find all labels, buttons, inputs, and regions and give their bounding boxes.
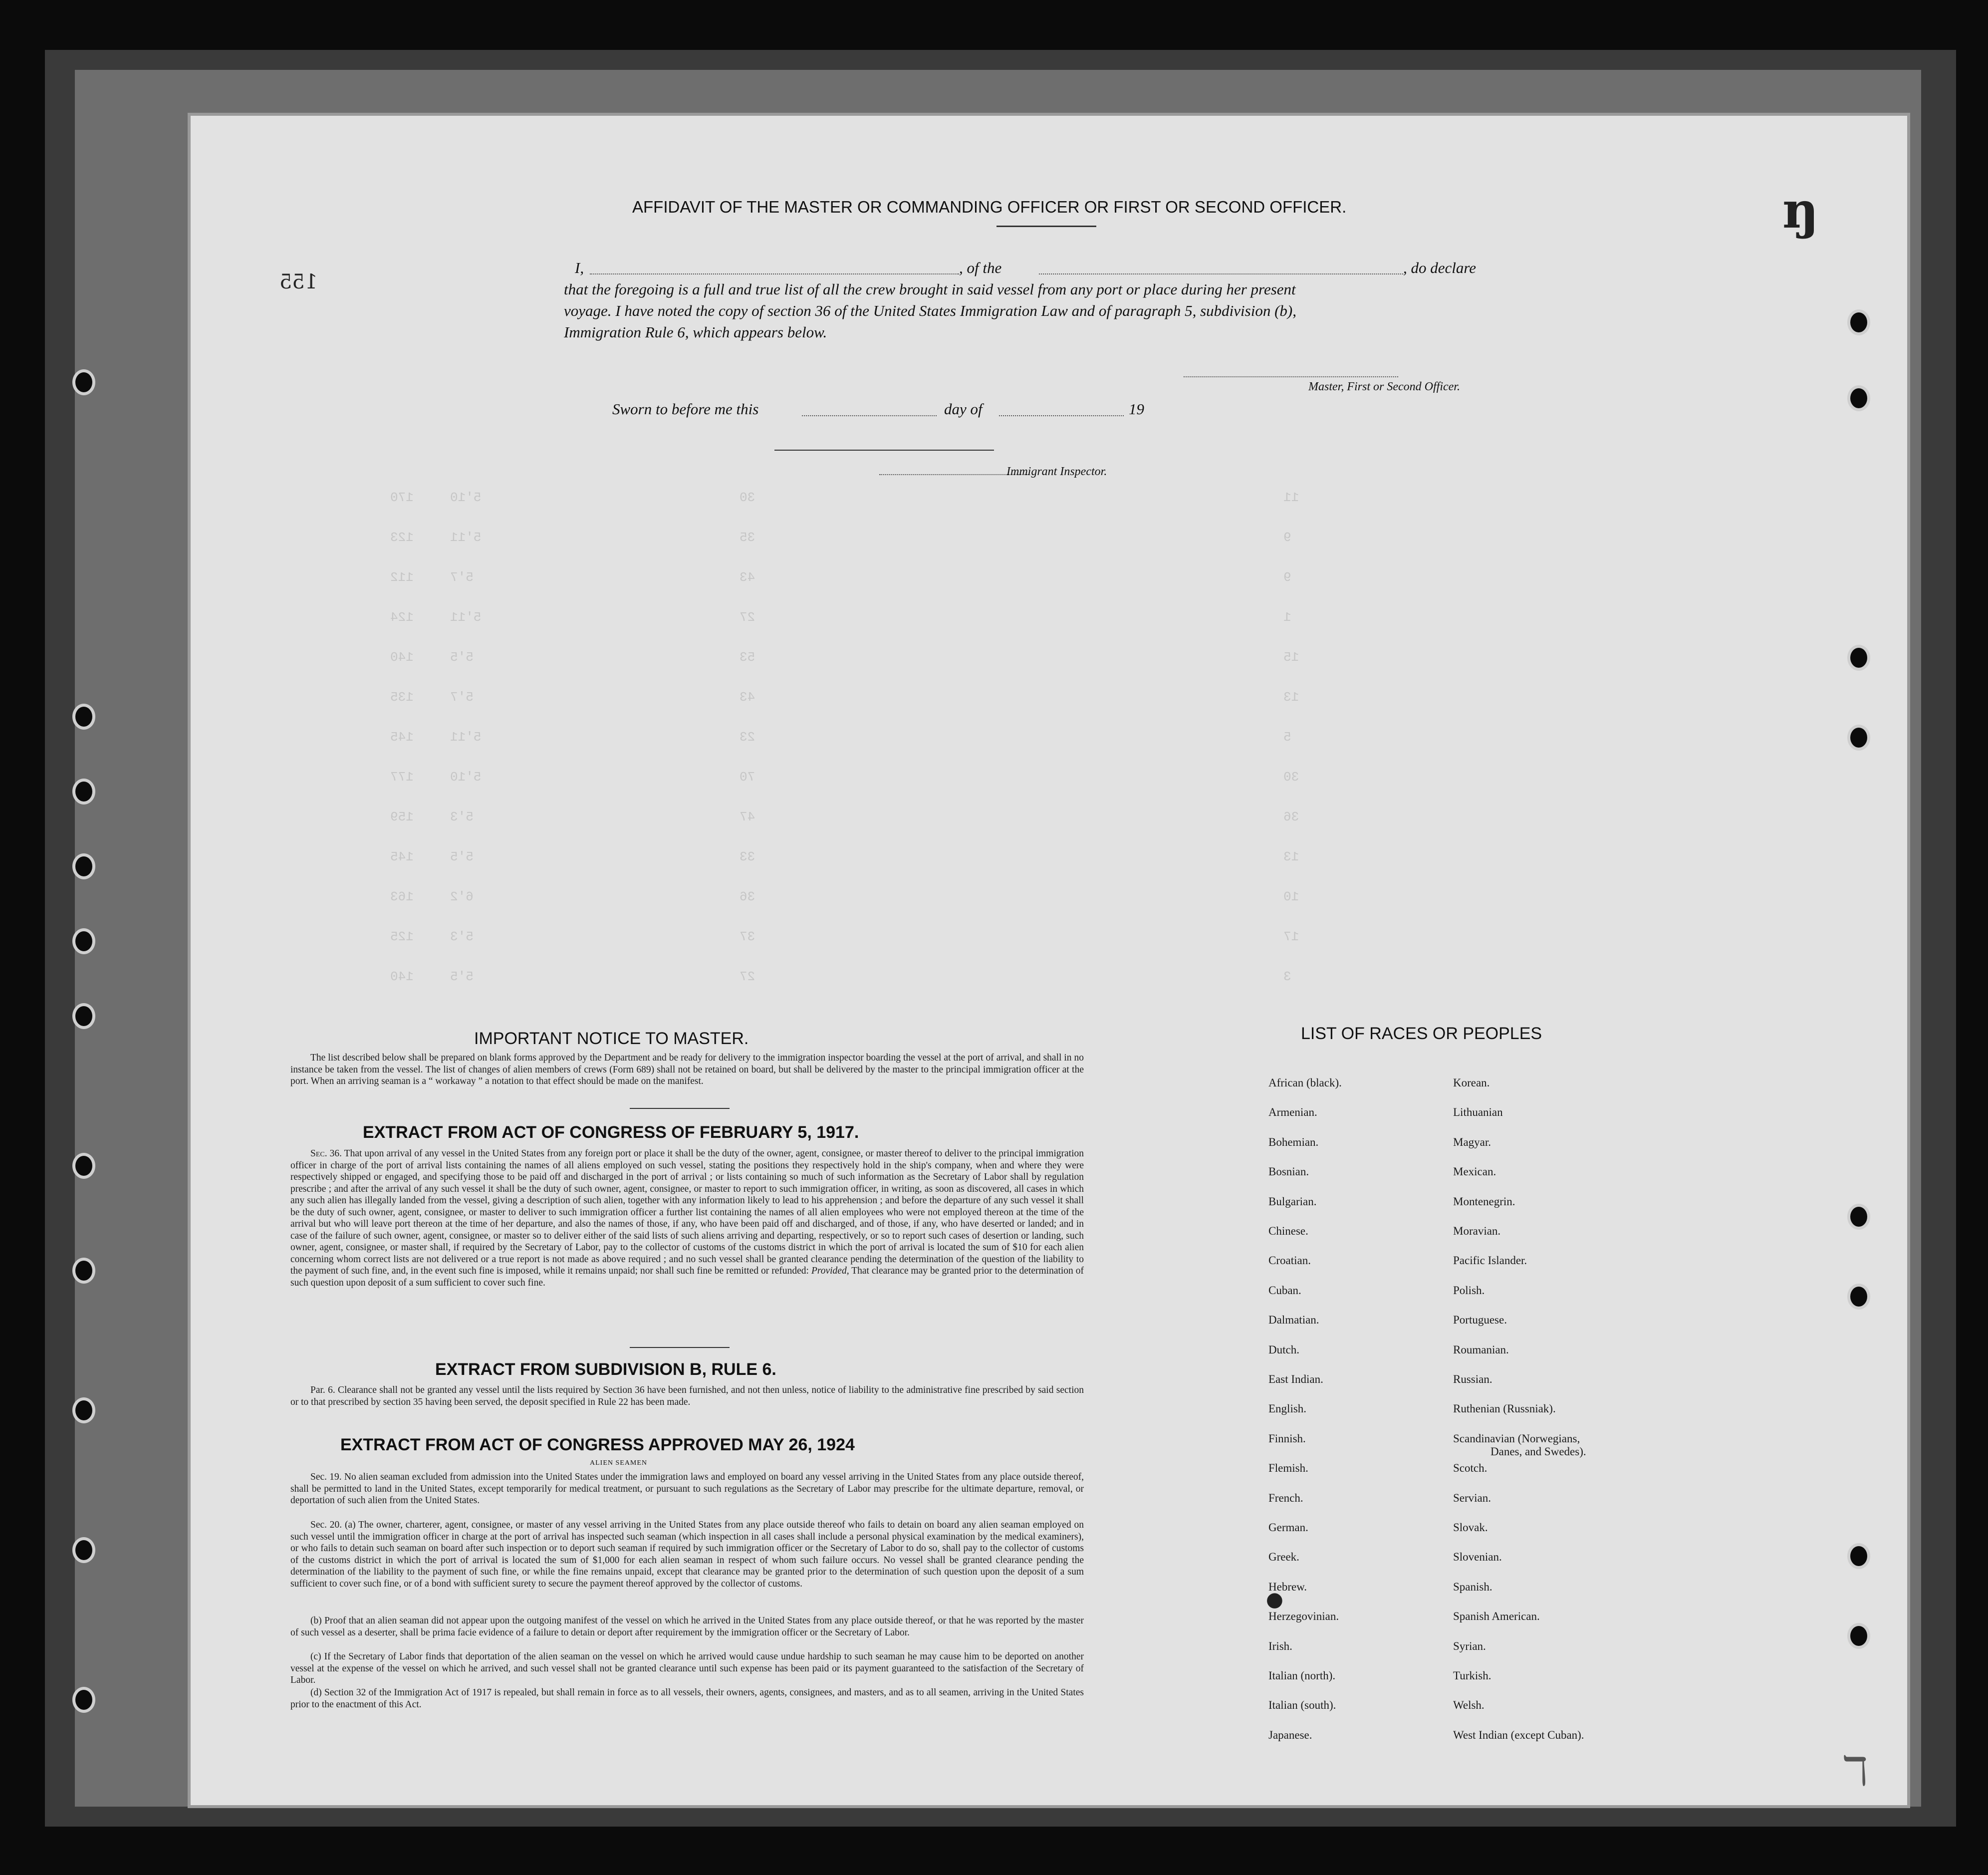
race-item: Japanese.: [1268, 1728, 1312, 1741]
race-item: Slovak.: [1453, 1521, 1488, 1534]
punch-hole: [1847, 725, 1870, 751]
bleed-through-mark: 10: [1283, 889, 1299, 904]
bleed-through-mark: 125: [390, 929, 414, 944]
bleed-through-mark: 177: [390, 770, 414, 785]
bleed-through-mark: 5'5: [450, 849, 474, 864]
race-item: Lithuanian: [1453, 1106, 1503, 1119]
race-item: Flemish.: [1268, 1462, 1308, 1475]
binder-hole: [72, 704, 95, 730]
bleed-through-mark: 145: [390, 849, 414, 864]
race-item: Slovenian.: [1453, 1551, 1502, 1564]
race-item: Spanish American.: [1453, 1610, 1540, 1623]
bleed-through-mark: 17: [1283, 929, 1299, 944]
extract-1924-subtitle: ALIEN SEAMEN: [590, 1459, 648, 1467]
bleed-through-mark: 124: [390, 610, 414, 625]
stamp-number: 155: [279, 270, 318, 293]
bleed-through-mark: 145: [390, 730, 414, 745]
punch-hole: [1847, 645, 1870, 671]
bleed-through-mark: 5'5: [450, 969, 474, 984]
extract-1924-sec19: Sec. 19. No alien seaman excluded from admission into the United States under the immigration laws and employed on board any vessel arriving in the United States from any place outside thereof, shall be permitted to land in the United States, except temporarily for medical treatment, or pursuant to such regulations as the Secretary of Labor may prescribe for the ultimate departure, removal, or deportation of such alien from the United States.: [290, 1472, 1084, 1506]
binder-hole: [72, 779, 95, 804]
bleed-through-mark: 9: [1283, 570, 1291, 585]
bleed-through-mark: 5'7: [450, 570, 474, 585]
race-item: Ruthenian (Russniak).: [1453, 1402, 1556, 1415]
race-item: Turkish.: [1453, 1669, 1491, 1682]
extract-1924-sec20d: (d) Section 32 of the Immigration Act of 1917 is repealed, but shall remain in force as to all vessels, their owners, agents, consignees, and masters, and as to all seamen, arriving in the United States prior to the enactment of this Act.: [290, 1687, 1084, 1710]
race-item: Bohemian.: [1268, 1135, 1319, 1148]
race-item: Italian (north).: [1268, 1669, 1336, 1682]
race-item: Mexican.: [1453, 1165, 1496, 1178]
extract-1924-sec20a: Sec. 20. (a) The owner, charterer, agent, consignee, or master of any vessel arriving in the United States from any place outside thereof who fails to detain on board any alien seaman employed on such vessel until the immigration officer in charge at the port of arrival has inspected such seaman (which inspection in all cases shall include a personal physical examination by the medical examiners), or who fails to detain such seaman on board after such inspection or to deport such seaman if required by such immigration officer or the Secretary of Labor to do so, shall pay to the collector of customs of the customs district in which the port of arrival is located the sum of $1,000 for each alien seaman in respect of whom such failure occurs. No vessel shall be granted clearance pending the determination of the liability to the payment of such fine, or while the fine remains unpaid, except that clearance may be granted prior to the determination of such question upon the deposit of a sum sufficient to cover such fine, or of a bond with sufficient surety to secure the payment thereof approved by the collector of customs.: [290, 1520, 1084, 1589]
sworn-divider: [774, 450, 994, 451]
race-item: Italian (south).: [1268, 1699, 1336, 1712]
binder-hole: [72, 369, 95, 395]
bleed-through-mark: 43: [740, 570, 755, 585]
race-item: Servian.: [1453, 1491, 1491, 1504]
bleed-through-mark: 170: [390, 490, 414, 505]
race-item: Spanish.: [1453, 1580, 1492, 1593]
affidavit-of-the: , of the: [959, 259, 1002, 276]
sworn-month-blank: [999, 415, 1124, 416]
bleed-through-mark: 13: [1283, 690, 1299, 705]
bleed-through-mark: 6'2: [450, 889, 474, 904]
binder-hole: [72, 853, 95, 879]
sworn-year-prefix: 19: [1129, 400, 1144, 418]
inspector-label: Immigrant Inspector.: [1006, 465, 1107, 478]
bleed-through-mark: 5'11: [450, 530, 482, 545]
race-item: Armenian.: [1268, 1106, 1317, 1119]
race-item: Montenegrin.: [1453, 1195, 1515, 1208]
binder-hole: [72, 928, 95, 954]
race-item: Hebrew.: [1268, 1580, 1307, 1593]
bleed-through-mark: 36: [1283, 809, 1299, 824]
binder-hole: [72, 1153, 95, 1179]
notice-title: IMPORTANT NOTICE TO MASTER.: [474, 1029, 749, 1048]
extract-rule6-title: EXTRACT FROM SUBDIVISION B, RULE 6.: [435, 1360, 776, 1379]
affidavit-declare: , do declare: [1403, 259, 1477, 276]
bleed-through-mark: 5'10: [450, 490, 482, 505]
race-item: Dutch.: [1268, 1343, 1299, 1356]
race-item: West Indian (except Cuban).: [1453, 1728, 1584, 1741]
vessel-blank: [1039, 273, 1403, 274]
race-item: Pacific Islander.: [1453, 1254, 1527, 1267]
bleed-through-mark: 70: [740, 770, 755, 785]
punch-hole: [1847, 1623, 1870, 1649]
extract-1924-sec20b: (b) Proof that an alien seaman did not appear upon the outgoing manifest of the vessel on which he arrived in the United States from any place outside thereof, or that he was reported by the master of such vessel as a deserter, shall be prima facie evidence of a failure to detain or deport after requirement by the immigration officer or the Secretary of Labor.: [290, 1615, 1084, 1638]
extract-1917-sec-label: Sec. 36.: [310, 1148, 342, 1159]
race-item: Danes, and Swedes).: [1491, 1445, 1586, 1458]
race-item: Scotch.: [1453, 1462, 1488, 1475]
notice-body: The list described below shall be prepared on blank forms approved by the Department and be ready for delivery to the immigration inspector boarding the vessel at the port of arrival, and shall in no instance be taken from the vessel. The list of changes of alien members of crews (Form 689) shall not be retained on board, but shall be delivered by the master to the principal immigration officer at the port. When an arriving seaman is a “ workaway ” a notation to that effect should be made on the manifest.: [290, 1053, 1084, 1086]
bleed-through-mark: 140: [390, 650, 414, 665]
affidavit-title: AFFIDAVIT OF THE MASTER OR COMMANDING OFFICER OR FIRST OR SECOND OFFICER.: [632, 198, 1347, 216]
bleed-through-mark: 23: [740, 730, 755, 745]
bleed-through-mark: 163: [390, 889, 414, 904]
binder-hole: [72, 1687, 95, 1713]
punch-hole: [1847, 1204, 1870, 1230]
binder-hole: [72, 1537, 95, 1563]
race-item: Polish.: [1453, 1284, 1485, 1297]
bleed-through-mark: 30: [1283, 770, 1299, 785]
punch-hole: [1847, 385, 1870, 411]
extract-1917-divider: [630, 1347, 730, 1348]
race-item: African (black).: [1268, 1076, 1342, 1089]
race-item: Greek.: [1268, 1551, 1299, 1564]
bleed-through-mark: 11: [1283, 490, 1299, 505]
extract-1917-text-end: That clearance may be granted prior to the determination of such question upon deposit of a sum sufficient to cover such fine.: [290, 1266, 1084, 1288]
bleed-through-mark: 43: [740, 690, 755, 705]
bleed-through-mark: 13: [1283, 849, 1299, 864]
bleed-through-mark: 9: [1283, 530, 1291, 545]
race-item: Irish.: [1268, 1639, 1292, 1652]
bleed-through-mark: 30: [740, 490, 755, 505]
bleed-through-mark: 140: [390, 969, 414, 984]
master-signature-line: [1184, 376, 1398, 377]
bleed-through-mark: 5'3: [450, 929, 474, 944]
race-item: Welsh.: [1453, 1699, 1485, 1712]
race-item: Herzegovinian.: [1268, 1610, 1339, 1623]
notice-divider: [630, 1108, 730, 1109]
race-item: Scandinavian (Norwegians,: [1453, 1432, 1580, 1445]
bleed-through-mark: 135: [390, 690, 414, 705]
bleed-through-mark: 123: [390, 530, 414, 545]
bleed-through-mark: 36: [740, 889, 755, 904]
race-item: Croatian.: [1268, 1254, 1311, 1267]
race-item: Russian.: [1453, 1373, 1492, 1385]
race-item: German.: [1268, 1521, 1308, 1534]
manifest-sheet: [191, 116, 1907, 1805]
race-item: Portuguese.: [1453, 1314, 1507, 1327]
race-item: Roumanian.: [1453, 1343, 1509, 1356]
binder-hole: [72, 1397, 95, 1423]
name-blank: [590, 273, 959, 274]
title-underline: [996, 226, 1096, 227]
sworn-day-blank: [802, 415, 937, 416]
affidavit-line-3: voyage. I have noted the copy of section 36 of the United States Immigration Law and of paragraph 5, subdivision (b),: [564, 302, 1296, 319]
bleed-through-mark: 112: [390, 570, 414, 585]
affidavit-line-2: that the foregoing is a full and true list of all the crew brought in said vessel from any port or place during her present: [564, 280, 1296, 298]
bleed-through-mark: 33: [740, 849, 755, 864]
race-item: East Indian.: [1268, 1373, 1323, 1385]
affidavit-line-4: Immigration Rule 6, which appears below.: [564, 323, 827, 341]
punch-hole: [1847, 1284, 1870, 1310]
bleed-through-mark: 5'7: [450, 690, 474, 705]
ink-mark: ℸ: [1842, 1748, 1868, 1794]
race-item: Korean.: [1453, 1076, 1490, 1089]
bleed-through-mark: 5'3: [450, 809, 474, 824]
extract-1917-title: EXTRACT FROM ACT OF CONGRESS OF FEBRUARY 5, 1917.: [363, 1123, 859, 1142]
race-item: Chinese.: [1268, 1225, 1308, 1237]
bleed-through-mark: 1: [1283, 610, 1291, 625]
bleed-through-mark: 3: [1283, 969, 1291, 984]
page-number-mark: ŋ: [1782, 181, 1819, 240]
sworn-day-of: day of: [944, 400, 983, 418]
bleed-through-mark: 15: [1283, 650, 1299, 665]
races-title: LIST OF RACES OR PEOPLES: [1301, 1024, 1542, 1043]
race-item: Finnish.: [1268, 1432, 1306, 1445]
punch-hole: [1847, 309, 1870, 335]
bleed-through-mark: 27: [740, 969, 755, 984]
race-item: Dalmatian.: [1268, 1314, 1319, 1327]
master-label: Master, First or Second Officer.: [1308, 380, 1460, 393]
bleed-through-mark: 5'11: [450, 610, 482, 625]
extract-rule6-body: Par. 6. Clearance shall not be granted any vessel until the lists required by Section 36 have been furnished, and not then unless, notice of liability to the administrative fine prescribed by said section or to that prescribed by section 35 having been served, the deposit specified in Rule 22 has been made.: [290, 1385, 1084, 1407]
race-item: Moravian.: [1453, 1225, 1501, 1237]
extract-1924-sec20c: (c) If the Secretary of Labor finds that deportation of the alien seaman on the vessel on which he arrived would cause undue hardship to such seaman he may cause him to be deported on another vessel at the expense of the vessel on which he arrived, and such vessel shall not be granted clearance until such expense has been paid or its payment guaranteed to the satisfaction of the Secretary of Labor.: [290, 1651, 1084, 1685]
extract-1917-body: [290, 1148, 1084, 1289]
race-item: Syrian.: [1453, 1639, 1486, 1652]
binder-hole: [72, 1003, 95, 1029]
bleed-through-mark: 37: [740, 929, 755, 944]
bleed-through-mark: 5'5: [450, 650, 474, 665]
bleed-through-mark: 27: [740, 610, 755, 625]
bleed-through-mark: 5'11: [450, 730, 482, 745]
race-item: Bosnian.: [1268, 1165, 1309, 1178]
bleed-through-mark: 159: [390, 809, 414, 824]
race-item: Bulgarian.: [1268, 1195, 1317, 1208]
bleed-through-mark: 5: [1283, 730, 1291, 745]
extract-1917-text: That upon arrival of any vessel in the United States from any foreign port or place it shall be the duty of the owner, agent, consignee, or master thereof to deliver to the principal immigration officer in charge of the port of arrival lists containing the names of all aliens employed on such vessel, stating the positions they respectively hold in the ship's company, when and where they were respectively shipped or engaged, and specifying those to be paid off and discharged in the port of arrival ; or lists containing so much of such information as the Secretary of Labor shall by regulation prescribe ; and after the arrival of any such vessel it shall be the duty of such owner, agent, consignee, or master to report to such immigration officer, in writing, as soon as discovered, all cases in which any such alien has illegally landed from the vessel, giving a description of such alien, together with any information likely to lead to his apprehension ; and before the departure of any such vessel it shall be the duty of such owner, agent, consignee, or master to deliver to such immigration officer a further list containing the names of all alien employees who were not employed thereon at the time of the arrival but who will leave port thereon at the time of her departure, and also the names of those, if any, who have been paid off and discharged, and of those, if any, who have deserted or landed; and in case of the failure of such owner, agent, consignee, or master so to deliver either of the said lists of such aliens arriving and departing, respectively, or so to report such cases of desertion or landing, such owner, agent, consignee, or master shall, if required by the Secretary of Labor, pay to the collector of customs of the customs district in which the port of arrival is located the sum of $10 for each alien concerning whom correct lists are not delivered or a true report is not made as above required ; and no such vessel shall be granted clearance pending the determination of the question of the liability to the payment of such fine, and, in the event such fine is imposed, while it remains unpaid; nor shall such fine be remitted or refunded:: [290, 1148, 1084, 1276]
punch-hole: [1847, 1543, 1870, 1569]
binder-hole: [72, 1258, 95, 1284]
sworn-label: Sworn to before me this: [612, 400, 759, 418]
race-item: English.: [1268, 1402, 1307, 1415]
race-item: Cuban.: [1268, 1284, 1301, 1297]
bleed-through-mark: 5'10: [450, 770, 482, 785]
affidavit-i: I,: [575, 259, 584, 276]
extract-1917-provided: Provided,: [811, 1266, 849, 1276]
race-item: Magyar.: [1453, 1135, 1491, 1148]
ink-dot: ●: [1266, 1588, 1283, 1611]
bleed-through-mark: 35: [740, 530, 755, 545]
race-item: French.: [1268, 1491, 1303, 1504]
extract-1924-title: EXTRACT FROM ACT OF CONGRESS APPROVED MAY 26, 1924: [340, 1435, 855, 1454]
bleed-through-mark: 53: [740, 650, 755, 665]
bleed-through-mark: 47: [740, 809, 755, 824]
